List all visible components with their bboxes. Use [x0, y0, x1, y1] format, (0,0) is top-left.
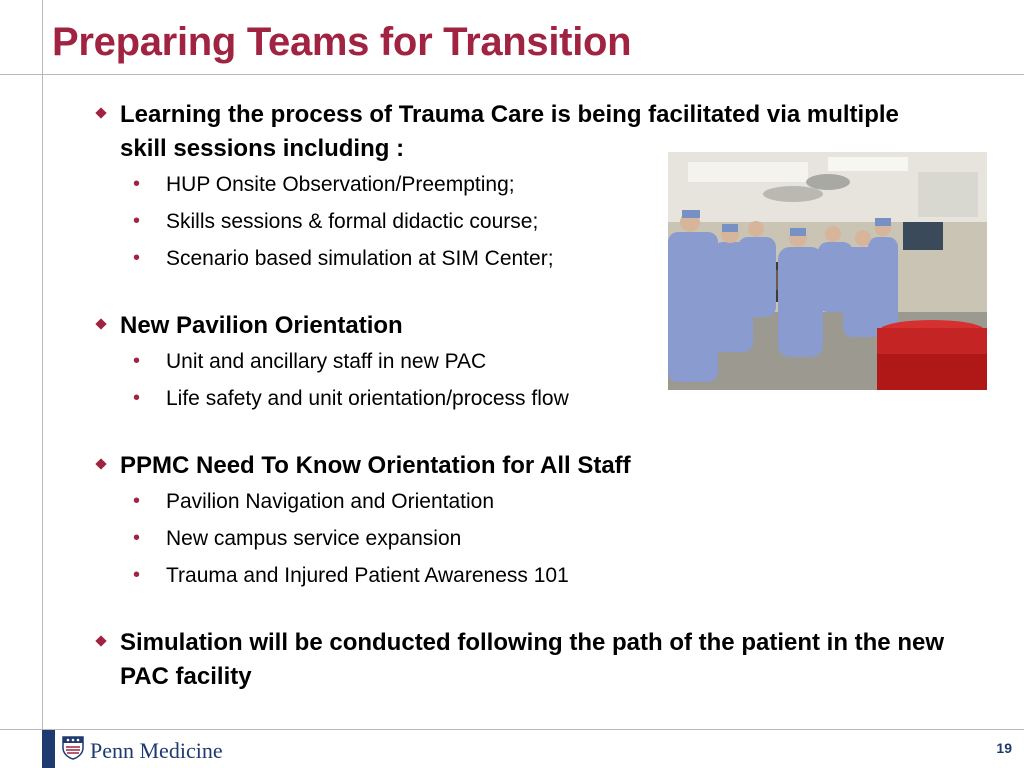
- section-heading: [95, 626, 965, 694]
- list-item-text: Trauma and Injured Patient Awareness 101: [166, 564, 569, 587]
- section-heading-text: New Pavilion Orientation: [120, 312, 403, 339]
- logo-text: Penn Medicine: [90, 737, 223, 763]
- penn-shield-icon: [62, 736, 84, 765]
- footer-divider-line: [0, 729, 1024, 730]
- section-heading-text: Learning the process of Trauma Care is being facilitated via multiple skill sessions including :: [120, 101, 899, 162]
- bullet-icon: •: [133, 387, 141, 409]
- list-item-text: HUP Onsite Observation/Preempting;: [166, 173, 515, 196]
- list-item-text: Skills sessions & formal didactic course;: [166, 210, 539, 233]
- diamond-bullet-icon: [95, 635, 106, 646]
- sub-bullet-list: [95, 483, 965, 594]
- list-item: [95, 557, 965, 594]
- operating-room-photo: [668, 152, 987, 390]
- section-heading: [95, 449, 965, 483]
- section-simulation: [95, 626, 965, 694]
- page-number: 19: [996, 740, 1012, 756]
- list-item-text: New campus service expansion: [166, 527, 462, 550]
- footer-accent-bar: [42, 730, 55, 768]
- diamond-bullet-icon: [95, 458, 106, 469]
- bullet-icon: •: [133, 564, 141, 586]
- list-item-text: Unit and ancillary staff in new PAC: [166, 350, 487, 373]
- diamond-bullet-icon: [95, 318, 106, 329]
- bullet-icon: •: [133, 350, 141, 372]
- penn-medicine-logo: [62, 736, 223, 765]
- left-divider-line: [42, 0, 43, 730]
- section-ppmc-orientation: [95, 449, 965, 594]
- bullet-icon: •: [133, 173, 141, 195]
- list-item-text: Scenario based simulation at SIM Center;: [166, 247, 554, 270]
- section-heading-text: PPMC Need To Know Orientation for All Staff: [120, 452, 631, 479]
- list-item-text: Life safety and unit orientation/process flow: [166, 387, 569, 410]
- diamond-bullet-icon: [95, 107, 106, 118]
- bullet-icon: •: [133, 210, 141, 232]
- title-divider-line: [0, 74, 1024, 75]
- list-item: [95, 520, 965, 557]
- list-item: [95, 483, 965, 520]
- slide-title: Preparing Teams for Transition: [52, 20, 632, 64]
- list-item-text: Pavilion Navigation and Orientation: [166, 490, 495, 513]
- bullet-icon: •: [133, 247, 141, 269]
- section-heading-text: Simulation will be conducted following the path of the patient in the new PAC facility: [120, 629, 944, 690]
- bullet-icon: •: [133, 527, 141, 549]
- bullet-icon: •: [133, 490, 141, 512]
